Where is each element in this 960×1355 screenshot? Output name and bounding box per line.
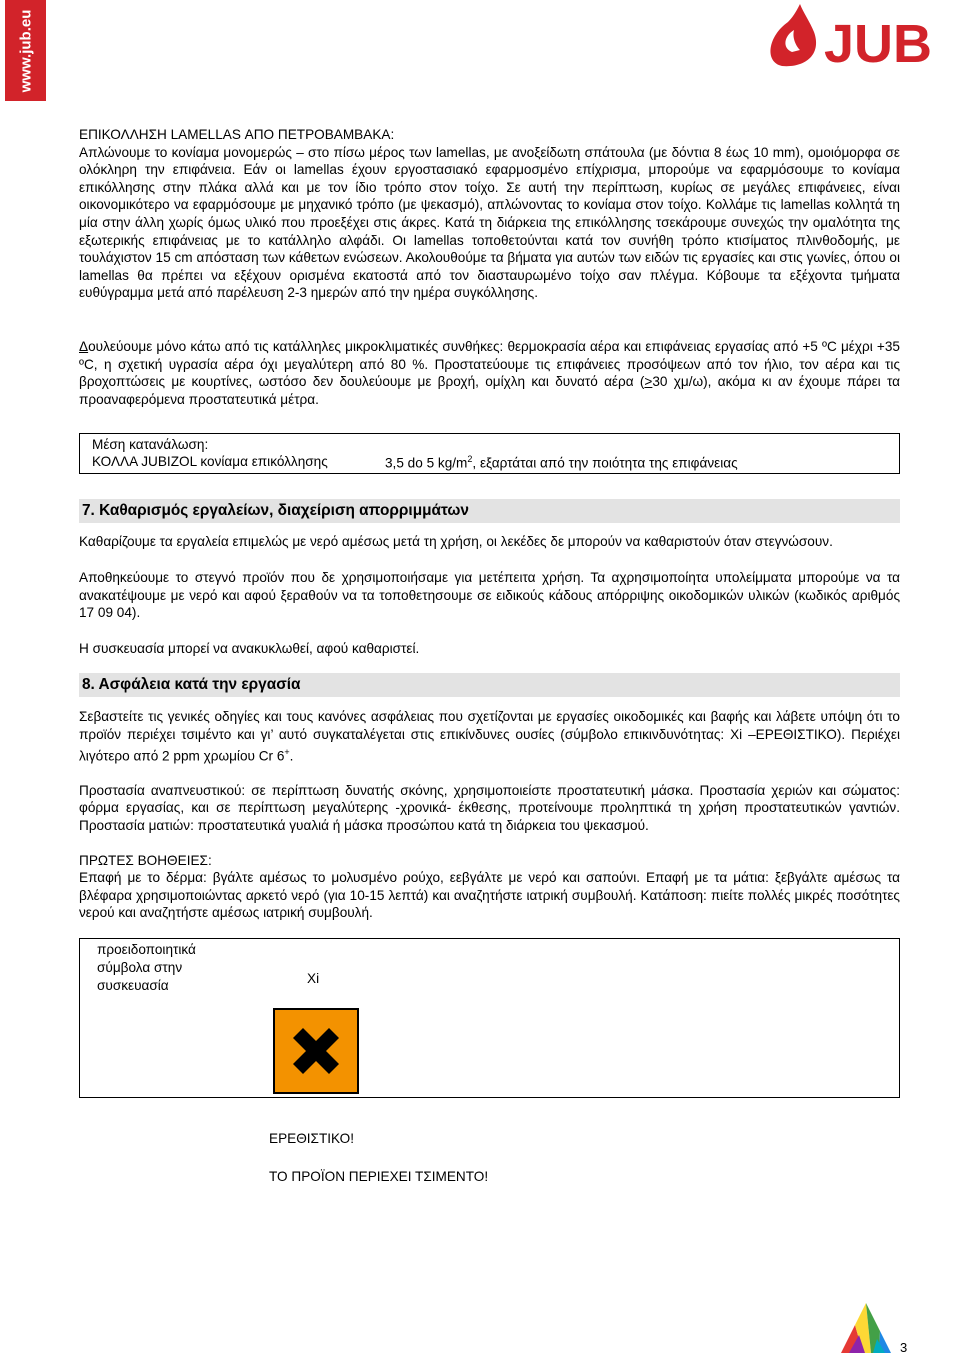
first-aid-body: Επαφή με το δέρμα: βγάλτε αμέσως το μολυσμένο ρούχο, εεβγάλτε με νερό και σαπούνι. Επαφή με τα μάτια: ξεβγάλτε αμέσως τα βλέφαρα χρησιμοποιώντας αρκετό νερό (για 10-15 λεπτά) και αναζητήστε ιατρική συμβουλή. Κατάποση: πιείτε πολλές μικρές ποσότητες νερού και αναζητήστε αμέσως ιατρική συμβουλή. [79, 870, 900, 921]
page-number: 3 [900, 1340, 908, 1355]
lamellas-section [79, 126, 900, 302]
consumption-product: ΚΟΛΛΑ JUBIZOL κονίαμα επικόλλησης [92, 453, 328, 469]
conditions-first-letter: Δ [79, 338, 89, 354]
section-7-p2: Αποθηκεύουμε το στεγνό προϊόν που δε χρησιμοποιήσαμε για μετέπειτα χρήση. Τα αχρησιμοποίητα υπολείμματα μπορούμε να τα ανακατέψουμε με νερό και αφού ξεραθούν να τα τοποθετησουμε σε ειδικούς κάδους απόρριψης οικοδομικών υλικών (κωδικός αριθμός 17 09 04). [79, 570, 900, 621]
section-7-p3: Η συσκευασία μπορεί να ανακυκλωθεί, αφού καθαριστεί. [79, 640, 420, 656]
warning-symbol-code: Xi [307, 970, 320, 986]
conditions-gte: > [644, 374, 653, 390]
logo-text: JUB [824, 14, 933, 74]
consumption-box [79, 433, 900, 474]
conditions-paragraph [79, 338, 900, 408]
section-7-heading: 7. Καθαρισμός εργαλείων, διαχείριση απορριμμάτων [79, 499, 900, 523]
warning-label: προειδοποιητικά σύμβολα στην συσκευασία [97, 941, 196, 993]
section-7-p1: Καθαρίζουμε τα εργαλεία επιμελώς με νερό αμέσως μετά τη χρήση, οι λεκέδες δε μπορούν να καθαριστούν όταν στεγνώσουν. [79, 534, 833, 550]
website-url: www.jub.eu [17, 9, 34, 92]
consumption-value: 3,5 do 5 $kg/m^2$, εξαρτάται από την ποιότητα της επιφάνειας [385, 453, 738, 471]
consumption-label: Μέση κατανάλωση: [92, 437, 209, 453]
consumption-row [92, 454, 889, 471]
warning-text [269, 1130, 488, 1185]
color-wheel-logo [835, 1295, 897, 1355]
conditions-text-end: 30 χμ/ω), ακόμα κι αν έχουμε πάρει τα προαναφερόμενα προστατευτικά μέτρα. [79, 374, 901, 407]
warning-contains-cement: ΤΟ ΠΡΟΪΟΝ ΠΕΡΙΕΧΕΙ ΤΣΙΜΕΝΤΟ! [269, 1168, 489, 1184]
section-8-heading: 8. Ασφάλεια κατά την εργασία [79, 673, 900, 697]
jub-logo [770, 2, 933, 74]
lamellas-body: Απλώνουμε το κονίαμα μονομερώς – στο πίσω μέρος των lamellas, με ανοξείδωτη σπάτουλα (με δόντια 8 έως 10 mm), ομοιόμορφα σε ολόκληρη την επιφάνεια. Εάν οι lamellas έχουν εργοστασιακό εφαρμοσμένο επίχρισμα, μπορούμε να εφαρμόσουμε το κονίαμα επικόλλησης στην πλάκα αλλά και με τον ίδιο τρόπο στον τοίχο. Σε αυτή την περίπτωση, κυρίως σε μεγάλες επιφάνειες, είναι οικονομικότερο να εφαρμόσουμε με μηχανικό τρόπο (με ψεκασμό), απλώνοντας το κονίαμα στον τοίχο. Κολλάμε τις lamellas κολλητά τη μία στην άλλη χωρίς όμως υλικό που προεξέχει στις άκρες. Κατά τη διάρκεια της επικόλλησης τσεκάρουμε συνεχώς την ομαλότητα της εξωτερικής επιφάνειας με το κατάλληλο αλφάδι. Οι lamellas τοποθετούνται κατά τον συνήθη τρόπο κτισίματος πλινθοδομής, με τουλάχιστον 15 cm απόσταση των κάθετων ενώσεων. Ακολουθούμε τα βήματα για αυτών των ειδών τις εργασίες και στις γωνίες, όπου οι lamellas θα πρέπει να εξέχουν ορισμένα εκατοστά από τον διασταυρωμένο τοίχο σαν πλέγμα. Κόβουμε τα εξέχοντα τμήματα ευθύγραμμα μετά από παρέλευση 2-3 ημερών από την ημέρα συγκόλλησης. [79, 144, 900, 301]
warning-symbols-box [79, 938, 900, 1098]
warning-irritant: ΕΡΕΘΙΣΤΙΚΟ! [269, 1131, 355, 1146]
website-tab [5, 0, 46, 101]
irritant-hazard-icon [273, 1008, 359, 1094]
section-8-p1: Σεβαστείτε τις γενικές οδηγίες και τους κανόνες ασφάλειας που σχετίζονται με εργασίες οικοδομικές και βαφής και λάβετε υπόψη ότι το προϊόν περιέχει τσιμέντο και γι’ αυτό συγκαταλέγεται στις επικίνδυνες ουσίες (σύμβολο επικινδυνότητας: Xi –ΕΡΕΘΙΣΤΙΚΟ). Περιέχει λιγότερο από 2 ppm χρωμίου Cr 6+. [79, 709, 900, 764]
first-aid-title: ΠΡΩΤΕΣ ΒΟΗΘΕΙΕΣ: [79, 852, 212, 868]
lamellas-title: ΕΠΙΚΟΛΛΗΣΗ LAMELLAS ΑΠΟ ΠΕΤΡΟΒΑΜΒΑΚΑ: [79, 127, 395, 142]
conditions-text: ουλεύουμε μόνο κάτω από τις κατάλληλες μικροκλιματικές συνθήκες: θερμοκρασία αέρα και επιφάνειας εργασίας από +5 ºC μέχρι +35 ºC, η σχετική υγρασία αέρα όχι μεγαλύτερη από 80 %. Προστατεύουμε τις επιφάνειες προσόψεων από τον ήλιο, τον αέρα και τις βροχοπτώσεις με κουρτίνες, ωστόσο δεν δουλεύουμε με βροχή, ομίχλη και δυνατό αέρα ( [79, 338, 900, 390]
section-8-p2: Προστασία αναπνευστικού: σε περίπτωση δυνατής σκόνης, χρησιμοποιείστε προστατευτική μάσκα. Προστασία χεριών και σώματος: φόρμα εργασίας, και σε περίπτωση μεγαλύτερης -χρονικά- έκθεσης, προτείνουμε προληπτικά τη χρήση προστατευτικών γαντιών. Προστασία ματιών: προστατευτικά γυαλιά ή μάσκα προσώπου κατά τη διάρκεια του ψεκασμού. [79, 782, 900, 833]
page-content [79, 126, 900, 1098]
